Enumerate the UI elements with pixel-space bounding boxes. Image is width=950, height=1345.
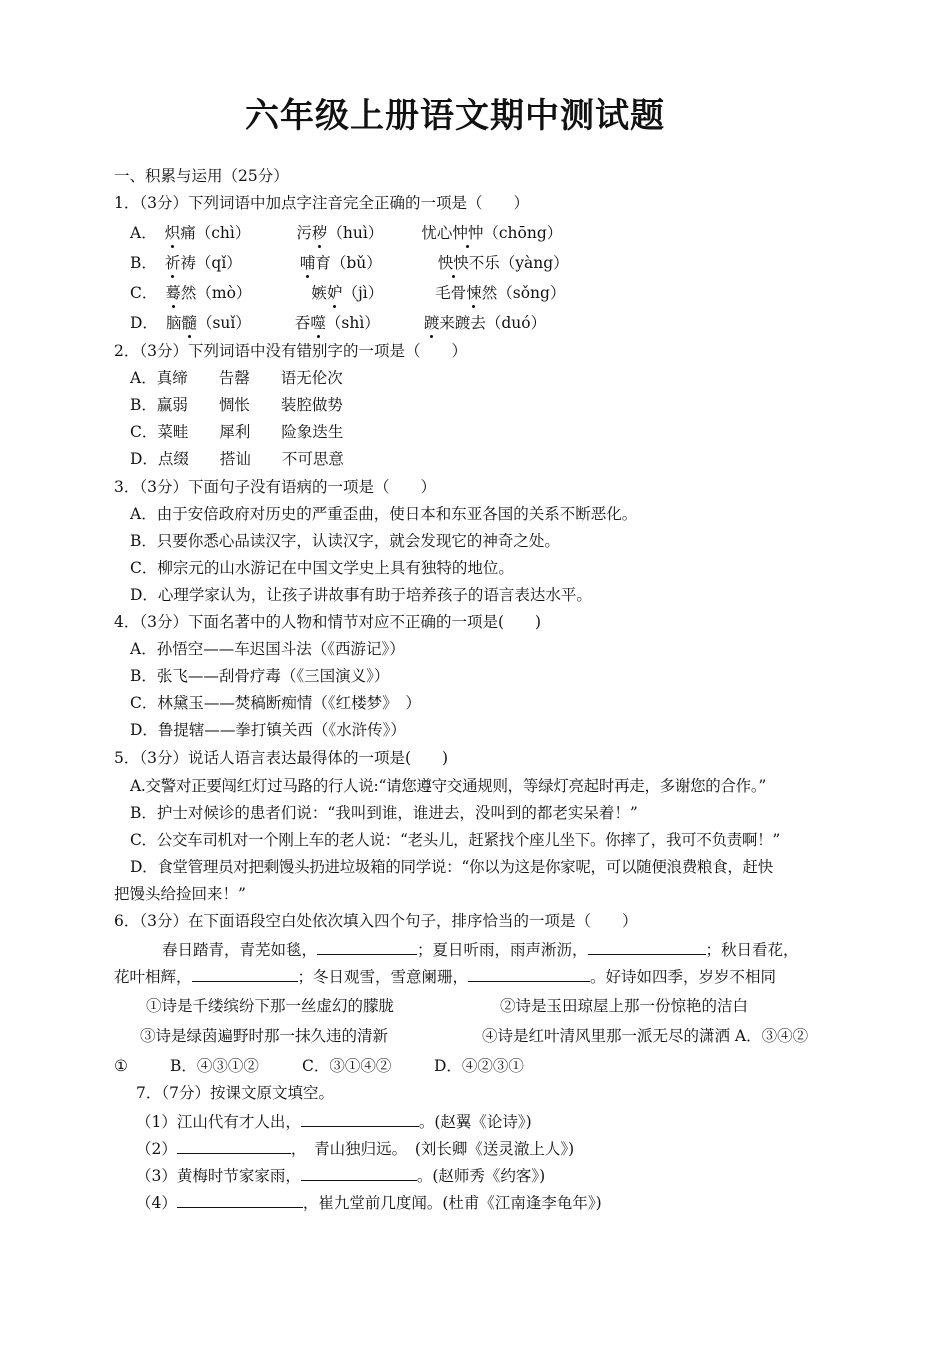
q1-stem: 1．（3分）下列词语中加点字注音完全正确的一项是（ ） [114,194,529,212]
option-label: D． [130,314,158,332]
q4-option-d: D．鲁提辖——拳打镇关西（《水浒传》） [130,721,406,739]
q7-stem: 7．（7分）按课文原文填空。 [136,1084,334,1102]
q6-passage-line2: 花叶相辉， ；冬日观雪，雪意阑珊， 。好诗如四季，岁岁不相同 [114,968,777,986]
answer-blank [177,1192,303,1208]
q5-option-a: A.交警对正要闯红灯过马路的行人说:“请您遵守交通规则，等绿灯亮起时再走，多谢您的合作。” [130,777,766,795]
q5-option-d-line2: 把馒头给捡回来！” [114,885,246,903]
q5-option-c: C．公交车司机对一个刚上车的老人说：“老头儿，赶紧找个座儿坐下。你摔了，我可不负责啊！” [130,831,781,849]
q6-option-3: ③诗是绿茵遍野时那一抹久违的清新 [140,1027,389,1045]
q5-option-d-line1: D．食堂管理员对把剩馒头扔进垃圾箱的同学说：“你以为这是你家呢，可以随便浪费粮食，赶快 [130,858,773,876]
q7-line-1: （1）江山代有才人出， 。(赵翼《论诗》) [136,1113,532,1131]
dotted-char: 炽 [164,224,181,242]
q6-option-4: ④诗是红叶清风里那一派无尽的潇洒 A．③④② [482,1027,809,1045]
q5-option-b: B．护士对候诊的患者们说：“我叫到谁，谁进去，没叫到的都老实呆着！” [130,804,638,822]
q6-choice-c: C．③①④② [302,1057,392,1075]
answer-blank [588,939,706,955]
q6-option-2: ②诗是玉田琼屋上那一份惊艳的洁白 [500,997,749,1015]
q2-option-b: B．赢弱 惆怅 装腔做势 [130,396,343,414]
q4-stem: 4．（3分）下面名著中的人物和情节对应不正确的一项是( ) [114,613,542,631]
q6-choice-a-end: ① [114,1057,128,1075]
option-label: B． [130,254,157,272]
q2-option-a: A．真缔 告罄 语无伦次 [130,369,343,387]
q6-stem: 6．（3分）在下面语段空白处依次填入四个句子，排序恰当的一项是（ ） [114,912,638,930]
q6-option-1: ①诗是千缕缤纷下那一丝虚幻的朦胧 [146,997,395,1015]
dotted-char: 祈 [164,254,181,272]
q7-line-3: （3）黄梅时节家家雨， 。(赵师秀《约客》) [136,1167,546,1185]
option-label: A． [130,224,157,242]
answer-blank [468,966,590,982]
answer-blank [192,966,298,982]
q7-line-4: （4） ，崔九堂前几度闻。(杜甫《江南逢李龟年》) [136,1194,602,1212]
q3-option-c: C．柳宗元的山水游记在中国文学史上具有独特的地位。 [130,559,514,577]
q6-passage-line1: 春日踏青，青芜如毯， ；夏日听雨，雨声淅沥， ；秋日看花， [162,941,799,959]
dotted-char: 噬 [310,314,326,332]
option-label: C． [130,284,158,302]
q1-option-c: C． 蓦然（mò） 嫉妒（jì） 毛骨悚然（sǒng） [130,284,566,302]
q6-choice-d: D．④②③① [434,1057,524,1075]
q1-option-d: D． 脑髓（suǐ） 吞噬（shì） 踱来踱去（duó） [130,314,547,332]
dotted-char: 秽 [311,224,328,242]
q3-stem: 3．（3分）下面句子没有语病的一项是（ ） [114,478,436,496]
dotted-char: 髓 [181,314,197,332]
q4-option-c: C．林黛玉——焚稿断痴情（《红楼梦》 ） [130,694,421,712]
q3-option-b: B．只要你悉心品读汉字，认读汉字，就会发现它的神奇之处。 [130,532,560,550]
dotted-char: 踱 [423,314,440,332]
q1-option-b: B． 祈祷（qǐ） 哺育（bǔ） 怏怏不乐（yàng） [130,254,569,272]
q1-option-a: A． 炽痛（chì） 污秽（huì） 忧心忡忡（chōng） [130,224,563,242]
dotted-char: 怏怏 [437,254,469,272]
q7-line-2: （2） ， 青山独归远。 (刘长卿《送灵澈上人》) [136,1140,575,1158]
page-title: 六年级上册语文期中测试题 [245,96,665,136]
q5-stem: 5．（3分）说话人语言表达最得体的一项是( ) [114,749,449,767]
answer-blank [317,939,417,955]
q2-option-d: D．点缀 搭讪 不可思意 [130,450,344,468]
dotted-char: 忡忡 [452,224,484,242]
answer-blank [301,1165,417,1181]
q3-option-a: A．由于安倍政府对历史的严重歪曲，使日本和东亚各国的关系不断恶化。 [130,505,638,523]
dotted-char: 哺 [299,254,316,272]
answer-blank [301,1111,419,1127]
q2-option-c: C．菜畦 犀利 险象迭生 [130,423,344,441]
dotted-char: 妒 [326,284,343,302]
q4-option-a: A．孙悟空——车迟国斗法（《西游记》） [130,640,405,658]
q2-stem: 2．（3分）下列词语中没有错别字的一项是（ ） [114,342,467,360]
answer-blank [177,1138,291,1154]
q3-option-d: D．心理学家认为，让孩子讲故事有助于培养孩子的语言表达水平。 [130,586,592,604]
section-heading: 一、积累与运用（25分） [114,167,289,185]
q4-option-b: B．张飞——刮骨疗毒（《三国演义》） [130,667,390,685]
q6-choice-b: B．④③①② [170,1057,259,1075]
dotted-char: 悚 [466,284,482,302]
dotted-char: 蓦 [165,284,181,302]
